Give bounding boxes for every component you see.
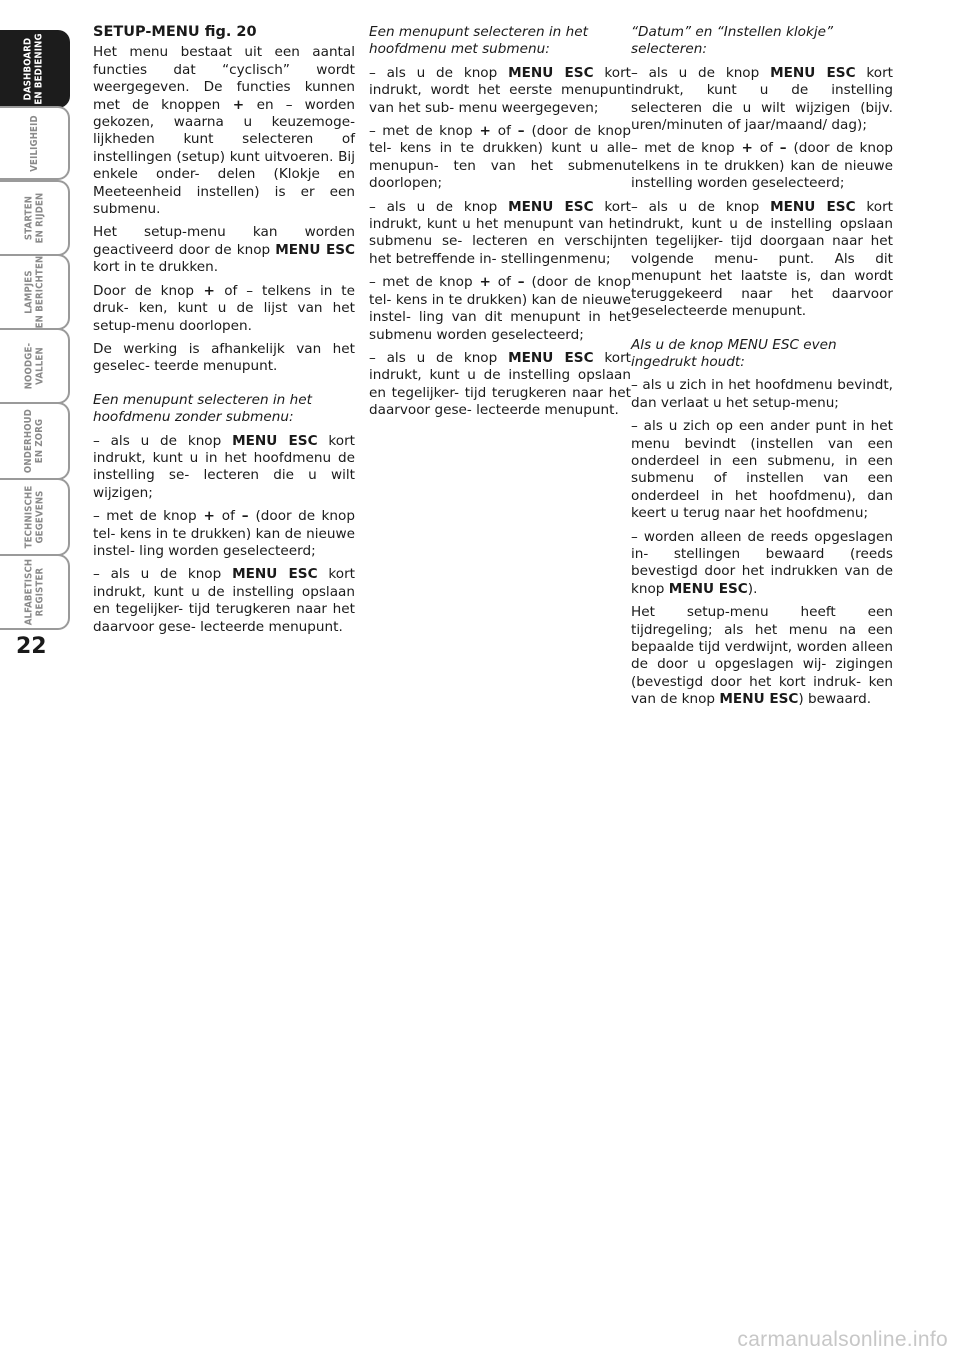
tab-label: NOODGE- VALLEN <box>23 342 45 390</box>
tab-starten-en-rijden[interactable] <box>0 180 70 256</box>
tab-label: TECHNISCHE GEGEVENS <box>22 485 45 549</box>
column-1 <box>93 24 355 642</box>
subheading: Een menupunt selecteren in het hoofdmenu zonder submenu: <box>93 391 312 426</box>
tab-label: DASHBOARD EN BEDIENING <box>23 33 45 105</box>
list-item: – als u de knop MENU ESC kort indrukt, kunt u de instelling opslaan en tegelijker- tijd terugkeren naar het daarvoor gese- lecteerde menupunt. <box>369 349 631 419</box>
tab-label: LAMPJES EN BERICHTEN <box>23 255 46 329</box>
tab-label: VEILIGHEID <box>28 114 40 172</box>
list-item: – als u de knop MENU ESC kort indrukt, kunt u het menupunt van het submenu se- lecteren en verschijnt het betreffende in- stellingenmenu; <box>369 198 631 267</box>
list-item: – als u de knop MENU ESC kort indrukt, kunt u de instelling opslaan en tegelijker- tijd terugkeren naar het daarvoor gese- lecteerde menupunt. <box>93 566 355 635</box>
list-item: – als u de knop MENU ESC kort indrukt, kunt u de instelling selecteren die u wilt wijzigen (bijv. uren/minuten of jaar/maand/ dag); <box>631 64 893 134</box>
paragraph: Door de knop + of – telkens in te druk- ken, kunt u de lijst van het setup-menu doorlopen. <box>93 282 355 334</box>
column-2 <box>369 24 631 426</box>
tab-label: ALFABETISCH REGISTER <box>22 558 45 626</box>
tab-dashboard-en-bediening[interactable] <box>0 30 70 108</box>
tab-label: STARTEN EN RIJDEN <box>22 192 45 244</box>
section-heading: SETUP-MENU fig. 20 <box>93 24 257 40</box>
tab-technische-gegevens[interactable] <box>0 478 70 556</box>
paragraph: Het setup-menu heeft een tijdregeling; als het menu na een bepaalde tijd verdwijnt, worden alleen de door u opgeslagen wij- zigingen (bevestigd door het kort indruk- ken van de knop MENU ESC) bewaard. <box>631 604 893 708</box>
list-item: – met de knop + of – (door de knop tel- kens in te drukken) kunt u alle menupun- ten van het submenu doorlopen; <box>369 123 631 192</box>
tab-lampjes-en-berichten[interactable] <box>0 254 70 330</box>
subheading: Een menupunt selecteren in het hoofdmenu met submenu: <box>369 24 588 58</box>
list-item: – als u de knop MENU ESC kort indrukt, kunt u de instelling opslaan en tegelijker- tijd doorgaan naar het volgende menu- punt. Als dit menupunt het laatste is, dan wordt teruggekeerd naar het daarvoor geselecteerde menupunt. <box>631 198 893 320</box>
list-item: – worden alleen de reeds opgeslagen in- stellingen bewaard (reeds bevestigd door het indrukken van de knop MENU ESC). <box>631 528 893 597</box>
subheading: “Datum” en “Instellen klokje” selecteren: <box>631 24 834 58</box>
watermark: carmanualsonline.info <box>737 1328 948 1351</box>
paragraph: Het setup-menu kan worden geactiveerd door de knop MENU ESC kort in te drukken. <box>93 224 356 276</box>
list-item: – als u de knop MENU ESC kort indrukt, kunt u in het hoofdmenu de instelling se- lecteren die u wilt wijzigen; <box>93 432 355 501</box>
list-item: – met de knop + of – (door de knop telkens in te drukken) kan de nieuwe instelling worden geselecteerd; <box>631 140 893 192</box>
list-item: – als u zich op een ander punt in het menu bevindt (instellen van een onderdeel in een submenu, in een submenu of instellen van een onderdeel in het hoofdmenu), dan keert u terug naar het hoofdmenu; <box>631 418 893 522</box>
subheading: Als u de knop MENU ESC even ingedrukt houdt: <box>631 336 837 370</box>
tab-veiligheid[interactable] <box>0 106 70 180</box>
list-item: – met de knop + of – (door de knop tel- kens in te drukken) kan de nieuwe instel- ling van dit menupunt in het submenu worden geselecteerd; <box>369 274 631 343</box>
paragraph: De werking is afhankelijk van het geselec- teerde menupunt. <box>93 340 355 375</box>
page-number: 22 <box>16 634 47 659</box>
list-item: – als u zich in het hoofdmenu bevindt, dan verlaat u het setup-menu; <box>631 377 893 411</box>
list-item: – als u de knop MENU ESC kort indrukt, wordt het eerste menupunt van het sub- menu weergegeven; <box>369 64 631 116</box>
tab-noodgevallen[interactable] <box>0 328 70 404</box>
tab-label: ONDERHOUD EN ZORG <box>22 408 45 474</box>
list-item: – met de knop + of – (door de knop tel- kens in te drukken) kan de nieuwe instel- ling worden geselecteerd; <box>93 508 355 559</box>
tab-alfabetisch-register[interactable] <box>0 554 70 630</box>
paragraph: Het menu bestaat uit een aantal functies dat “cyclisch” wordt weergegeven. De functies kunnen met de knoppen + en – worden gekozen, waarna u keuzemoge- lijkheden kunt selecteren of instellingen (setup) kunt uitvoeren. Bij enkele onder- delen (Klokje en Meeteenheid instellen) is er een submenu. <box>93 44 356 218</box>
column-3 <box>631 24 893 715</box>
tab-onderhoud-en-zorg[interactable] <box>0 402 70 480</box>
